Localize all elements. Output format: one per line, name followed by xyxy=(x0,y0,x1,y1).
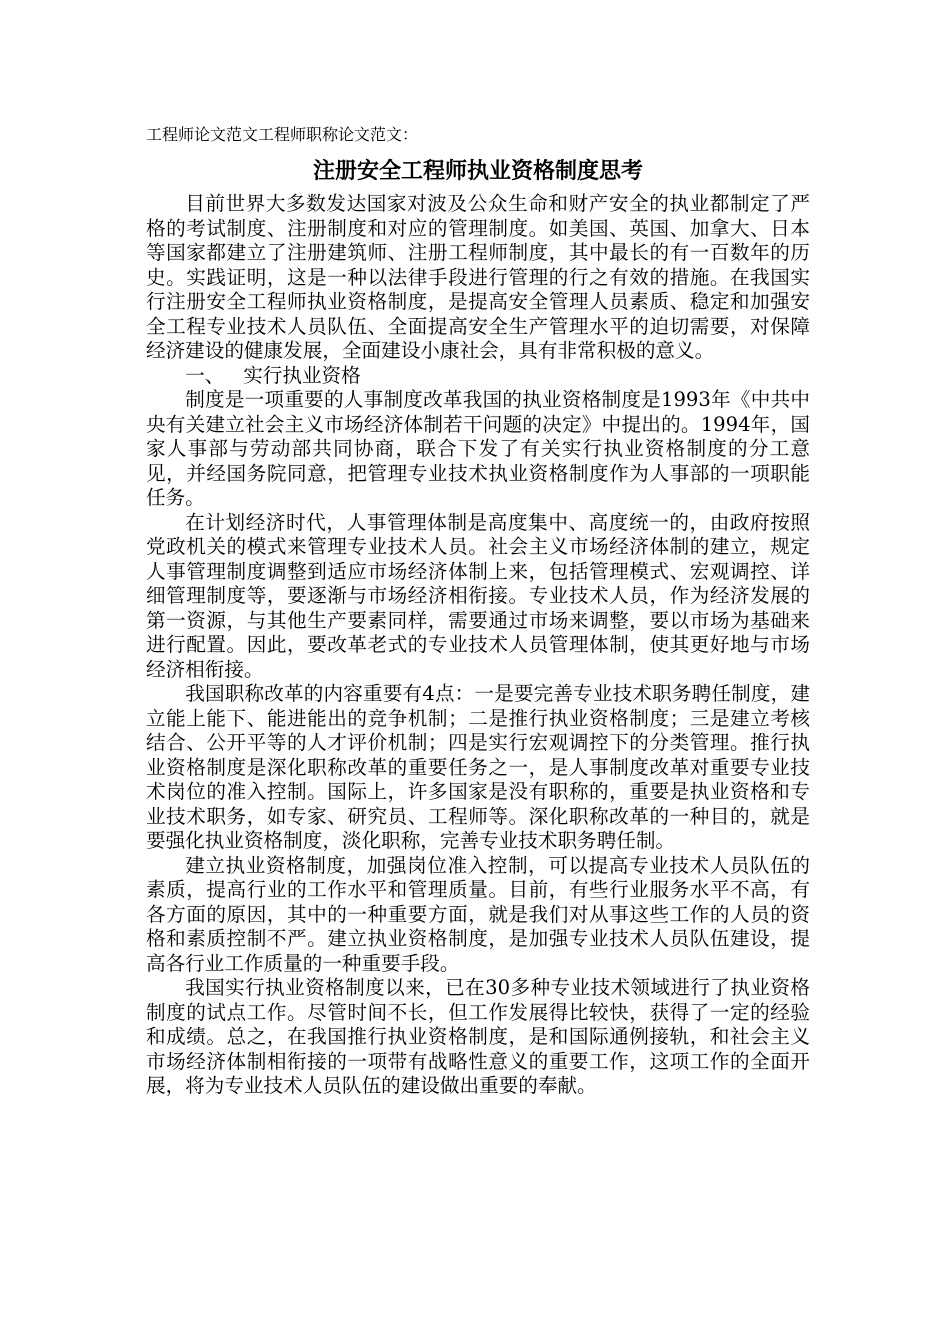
section-number: 一、 xyxy=(185,363,225,387)
document-body xyxy=(146,124,810,1099)
section-heading xyxy=(146,364,810,389)
document-title: 注册安全工程师执业资格制度思考 xyxy=(312,159,643,184)
section-title: 实行执业资格 xyxy=(243,363,361,387)
body-paragraph: 我国实行执业资格制度以来，已在30多种专业技术领域进行了执业资格制度的试点工作。尽管时间不长，但工作发展得比较快，获得了一定的经验和成绩。总之，在我国推行执业资格制度，是和国际通例接轨，和社会主义市场经济体制相衔接的一项带有战略性意义的重要工作，这项工作的全面开展，将为专业技术人员队伍的建设做出重要的奉献。 xyxy=(146,976,810,1097)
body-paragraph: 制度是一项重要的人事制度改革我国的执业资格制度是1993年《中共中央有关建立社会主义市场经济体制若干问题的决定》中提出的。1994年，国家人事部与劳动部共同协商，联合下发了有关实行执业资格制度的分工意见，并经国务院同意，把管理专业技术执业资格制度作为人事部的一项职能任务。 xyxy=(146,388,810,509)
body-paragraph: 我国职称改革的内容重要有4点：一是要完善专业技术职务聘任制度，建立能上能下、能进能出的竞争机制；二是推行执业资格制度；三是建立考核结合、公开平等的人才评价机制；四是实行宏观调控下的分类管理。推行执业资格制度是深化职称改革的重要任务之一，是人事制度改革对重要专业技术岗位的准入控制。国际上，许多国家是没有职称的，重要是执业资格和专业技术职务，如专家、研究员、工程师等。深化职称改革的一种目的，就是要强化执业资格制度，淡化职称，完善专业技术职务聘任制。 xyxy=(146,682,810,852)
document-header: 工程师论文范文工程师职称论文范文： xyxy=(146,125,419,144)
intro-paragraph: 目前世界大多数发达国家对波及公众生命和财产安全的执业都制定了严格的考试制度、注册制度和对应的管理制度。如美国、英国、加拿大、日本等国家都建立了注册建筑师、注册工程师制度，其中最长的有一百数年的历史。实践证明，这是一种以法律手段进行管理的行之有效的措施。在我国实行注册安全工程师执业资格制度，是提高安全管理人员素质、稳定和加强安全工程专业技术人员队伍、全面提高安全生产管理水平的迫切需要，对保障经济建设的健康发展，全面建设小康社会，具有非常积极的意义。 xyxy=(146,192,810,362)
body-paragraph: 在计划经济时代，人事管理体制是高度集中、高度统一的，由政府按照党政机关的模式来管理专业技术人员。社会主义市场经济体制的建立，规定人事管理制度调整到适应市场经济体制上来，包括管理模式、宏观调控、详细管理制度等，要逐渐与市场经济相衔接。专业技术人员，作为经济发展的第一资源，与其他生产要素同样，需要通过市场来调整，要以市场为基础来进行配置。因此，要改革老式的专业技术人员管理体制，使其更好地与市场经济相衔接。 xyxy=(146,510,810,681)
body-paragraph: 建立执业资格制度，加强岗位准入控制，可以提高专业技术人员队伍的素质，提高行业的工作水平和管理质量。目前，有些行业服务水平不高，有各方面的原因，其中的一种重要方面，就是我们对从事这些工作的人员的资格和素质控制不严。建立执业资格制度，是加强专业技术人员队伍建设，提高各行业工作质量的一种重要手段。 xyxy=(146,853,810,975)
